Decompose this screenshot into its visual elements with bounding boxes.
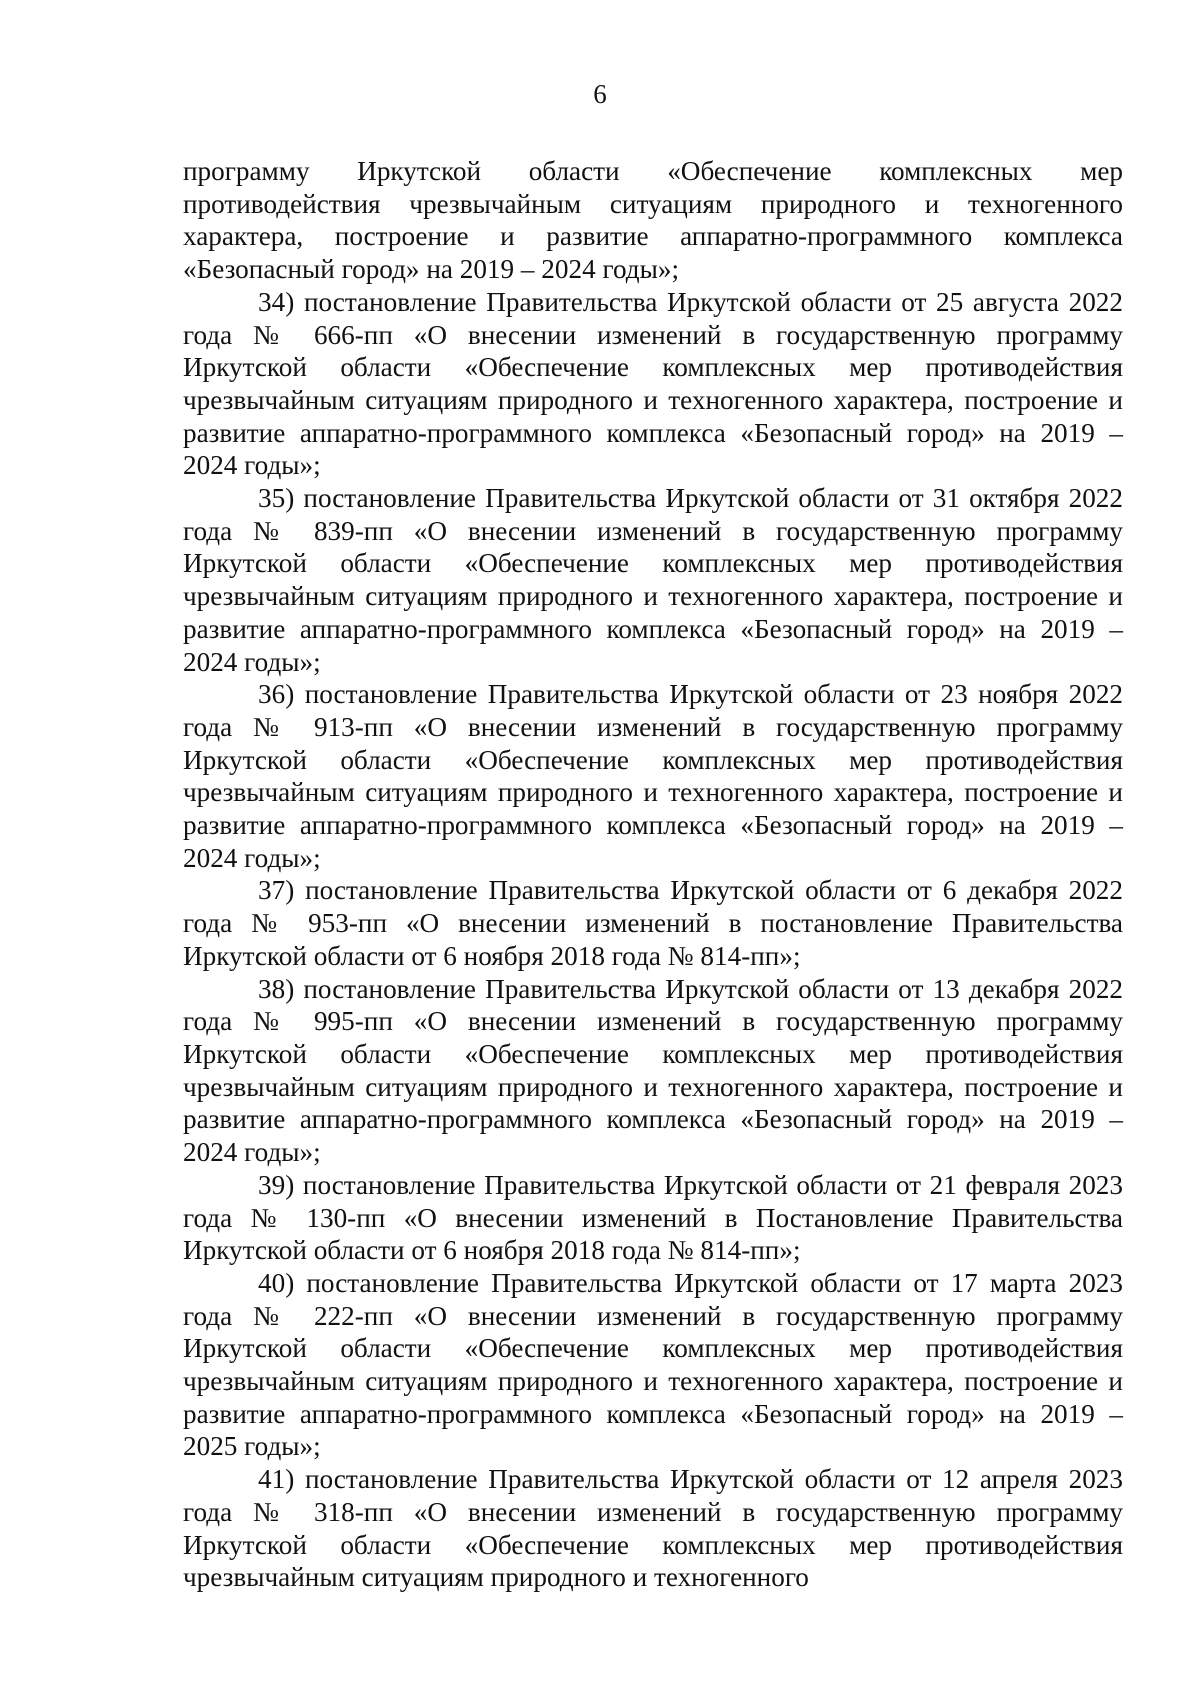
item-text: постановление Правительства Иркутской области от 23 ноября 2022 года № 913-пп «О внесении изменений в государственную программу Иркутской области «Обеспечение комплексных мер противодействия чрезвычайным ситуациям природного и техногенного характера, построение и развитие аппаратно-программного комплекса «Безопасный город» на 2019 – 2024 годы»; xyxy=(183,679,1124,873)
list-item-36 xyxy=(183,678,1123,874)
item-text: постановление Правительства Иркутской области от 25 августа 2022 года № 666-пп «О внесении изменений в государственную программу Иркутской области «Обеспечение комплексных мер противодействия чрезвычайным ситуациям природного и техногенного характера, построение и развитие аппаратно-программного комплекса «Безопасный город» на 2019 – 2024 годы»; xyxy=(183,286,1123,481)
item-number: 35) xyxy=(258,483,295,514)
item-text: постановление Правительства Иркутской области от 12 апреля 2023 года № 318-пп «О внесении изменений в государственную программу Иркутской области «Обеспечение комплексных мер противодействия чрезвычайным ситуациям природного и техногенного xyxy=(183,1464,1123,1593)
item-number: 38) xyxy=(258,973,295,1004)
item-text: постановление Правительства Иркутской области от 17 марта 2023 года № 222-пп «О внесении изменений в государственную программу Иркутской области «Обеспечение комплексных мер противодействия чрезвычайным ситуациям природного и техногенного характера, построение и развитие аппаратно-программного комплекса «Безопасный город» на 2019 – 2025 годы»; xyxy=(183,1267,1123,1462)
list-item-37 xyxy=(183,874,1123,972)
list-item-39 xyxy=(183,1169,1123,1267)
item-number: 37) xyxy=(258,875,295,906)
list-item-41 xyxy=(183,1463,1123,1594)
item-text: постановление Правительства Иркутской области от 21 февраля 2023 года № 130-пп «О внесении изменений в Постановление Правительства Иркутской области от 6 ноября 2018 года № 814-пп»; xyxy=(183,1169,1123,1266)
item-number: 41) xyxy=(258,1464,295,1495)
page-number: 6 xyxy=(593,79,607,109)
lead-paragraph: программу Иркутской области «Обеспечение комплексных мер противодействия чрезвычайным ситуациям природного и техногенного характера, построение и развитие аппаратно-программного комплекса «Безопасный город» на 2019 – 2024 годы»; xyxy=(183,156,1123,285)
item-number: 40) xyxy=(258,1267,295,1298)
list-item-40 xyxy=(183,1267,1123,1463)
item-text: постановление Правительства Иркутской области от 6 декабря 2022 года № 953-пп «О внесении изменений в постановление Правительства Иркутской области от 6 ноября 2018 года № 814-пп»; xyxy=(183,875,1123,971)
item-number: 36) xyxy=(258,679,295,710)
item-text: постановление Правительства Иркутской области от 31 октября 2022 года № 839-пп «О внесении изменений в государственную программу Иркутской области «Обеспечение комплексных мер противодействия чрезвычайным ситуациям природного и техногенного характера, построение и развитие аппаратно-программного комплекса «Безопасный город» на 2019 – 2024 годы»; xyxy=(183,483,1123,677)
item-number: 34) xyxy=(258,286,295,317)
item-text: постановление Правительства Иркутской области от 13 декабря 2022 года № 995-пп «О внесении изменений в государственную программу Иркутской области «Обеспечение комплексных мер противодействия чрезвычайным ситуациям природного и техногенного характера, построение и развитие аппаратно-программного комплекса «Безопасный город» на 2019 – 2024 годы»; xyxy=(183,973,1124,1168)
list-item-35 xyxy=(183,482,1123,678)
document-body xyxy=(183,155,1123,1594)
list-item-38 xyxy=(183,973,1123,1169)
item-number: 39) xyxy=(258,1169,295,1200)
list-item-34 xyxy=(183,286,1123,482)
